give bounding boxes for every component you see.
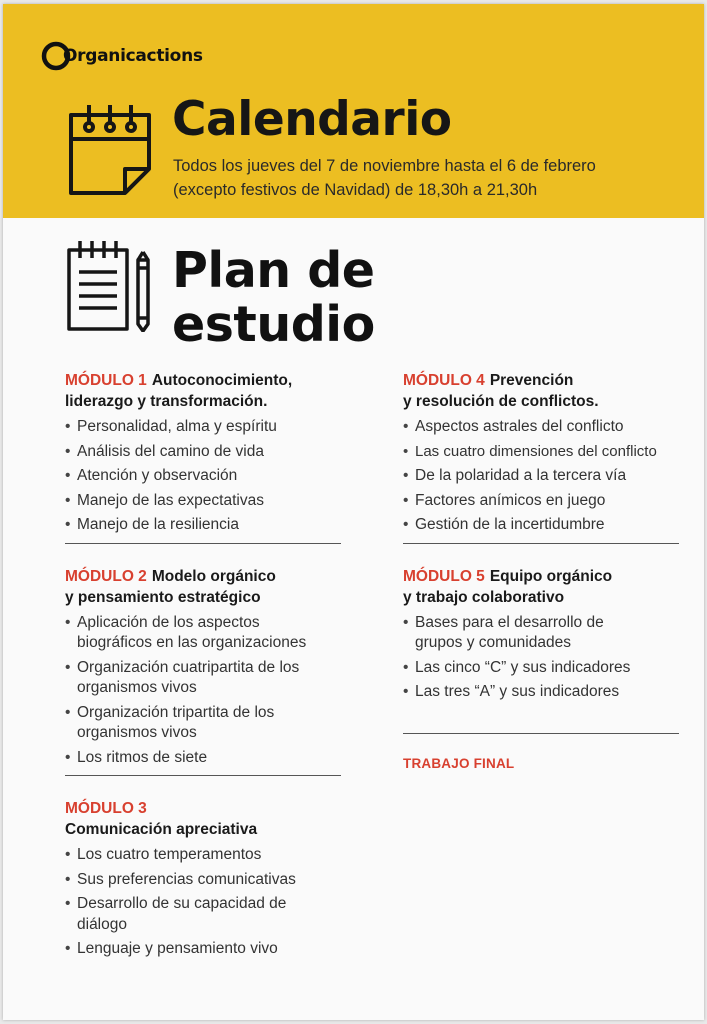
list-item: • Las cinco “C” y sus indicadores <box>403 658 679 679</box>
module-title: Modelo orgánico <box>151 567 276 585</box>
list-item: • Los cuatro temperamentos <box>65 845 341 866</box>
module-title: Comunicación apreciativa <box>65 821 258 838</box>
module-4 <box>403 370 679 536</box>
list-item: • Manejo de la resiliencia <box>65 515 341 536</box>
list-item: • De la polaridad a la tercera vía <box>403 466 679 487</box>
module-title: y pensamiento estratégico <box>65 588 261 606</box>
right-column <box>403 370 679 771</box>
module-label: MÓDULO 5 <box>403 567 485 585</box>
brand-logo <box>41 41 203 71</box>
module-heading <box>65 798 341 840</box>
module-heading <box>403 370 679 412</box>
divider <box>403 733 679 734</box>
module-label: MÓDULO 3 <box>65 800 147 817</box>
left-column <box>65 370 341 964</box>
list-item: • Organización tripartita de los organismos vivos <box>65 703 317 744</box>
module-topic-list <box>65 417 341 536</box>
calendar-description-line: (excepto festivos de Navidad) de 18,30h a 21,30h <box>173 181 538 199</box>
module-label: MÓDULO 4 <box>403 372 485 389</box>
module-1 <box>65 370 341 536</box>
module-title: Autoconocimiento, <box>151 372 293 389</box>
plan-title <box>172 244 375 352</box>
module-2 <box>65 566 341 769</box>
document-page <box>3 4 704 1020</box>
list-item: • Las tres “A” y sus indicadores <box>403 682 679 703</box>
calendar-header <box>3 4 704 218</box>
divider <box>65 775 341 776</box>
list-item: • Atención y observación <box>65 466 341 487</box>
module-5 <box>403 566 679 703</box>
module-title: y trabajo colaborativo <box>403 588 565 606</box>
module-label: MÓDULO 2 <box>65 567 147 585</box>
module-label: MÓDULO 1 <box>65 372 147 389</box>
plan-title-line: Plan de <box>172 242 375 299</box>
calendar-icon <box>67 101 153 197</box>
list-item: • Desarrollo de su capacidad de diálogo <box>65 894 307 935</box>
list-item: • Lenguaje y pensamiento vivo <box>65 939 341 960</box>
list-item: • Bases para el desarrollo de grupos y comunidades <box>403 613 615 654</box>
module-topic-list <box>403 613 679 703</box>
module-topic-list <box>65 613 341 769</box>
list-item: • Análisis del camino de vida <box>65 442 341 463</box>
calendar-description <box>173 154 693 202</box>
list-item: • Personalidad, alma y espíritu <box>65 417 341 438</box>
module-title: y resolución de conflictos. <box>403 393 599 410</box>
calendar-description-line: Todos los jueves del 7 de noviembre hasta el 6 de febrero <box>173 157 596 175</box>
module-heading <box>65 566 341 608</box>
plan-title-line: estudio <box>172 296 375 353</box>
module-title: Prevención <box>489 372 574 389</box>
list-item: • Aspectos astrales del conflicto <box>403 417 679 438</box>
module-heading <box>65 370 341 412</box>
calendar-title: Calendario <box>172 92 452 147</box>
list-item: • Sus preferencias comunicativas <box>65 870 341 891</box>
module-3 <box>65 798 341 960</box>
brand-name: Organicactions <box>63 46 203 66</box>
final-work-label: TRABAJO FINAL <box>403 755 515 771</box>
list-item: • Las cuatro dimensiones del conflicto <box>403 442 679 463</box>
divider <box>65 543 341 544</box>
divider <box>403 543 679 544</box>
list-item: • Aplicación de los aspectos biográficos en las organizaciones <box>65 613 327 654</box>
list-item: • Manejo de las expectativas <box>65 491 341 512</box>
module-title: Equipo orgánico <box>489 567 613 585</box>
list-item: • Organización cuatripartita de los organismos vivos <box>65 658 339 699</box>
list-item: • Factores anímicos en juego <box>403 491 679 512</box>
module-title: liderazgo y transformación. <box>65 393 268 410</box>
module-topic-list <box>65 845 341 960</box>
list-item: • Gestión de la incertidumbre <box>403 515 679 536</box>
notepad-pencil-icon <box>66 238 156 332</box>
module-topic-list <box>403 417 679 536</box>
list-item: • Los ritmos de siete <box>65 748 341 769</box>
module-heading <box>403 566 679 608</box>
